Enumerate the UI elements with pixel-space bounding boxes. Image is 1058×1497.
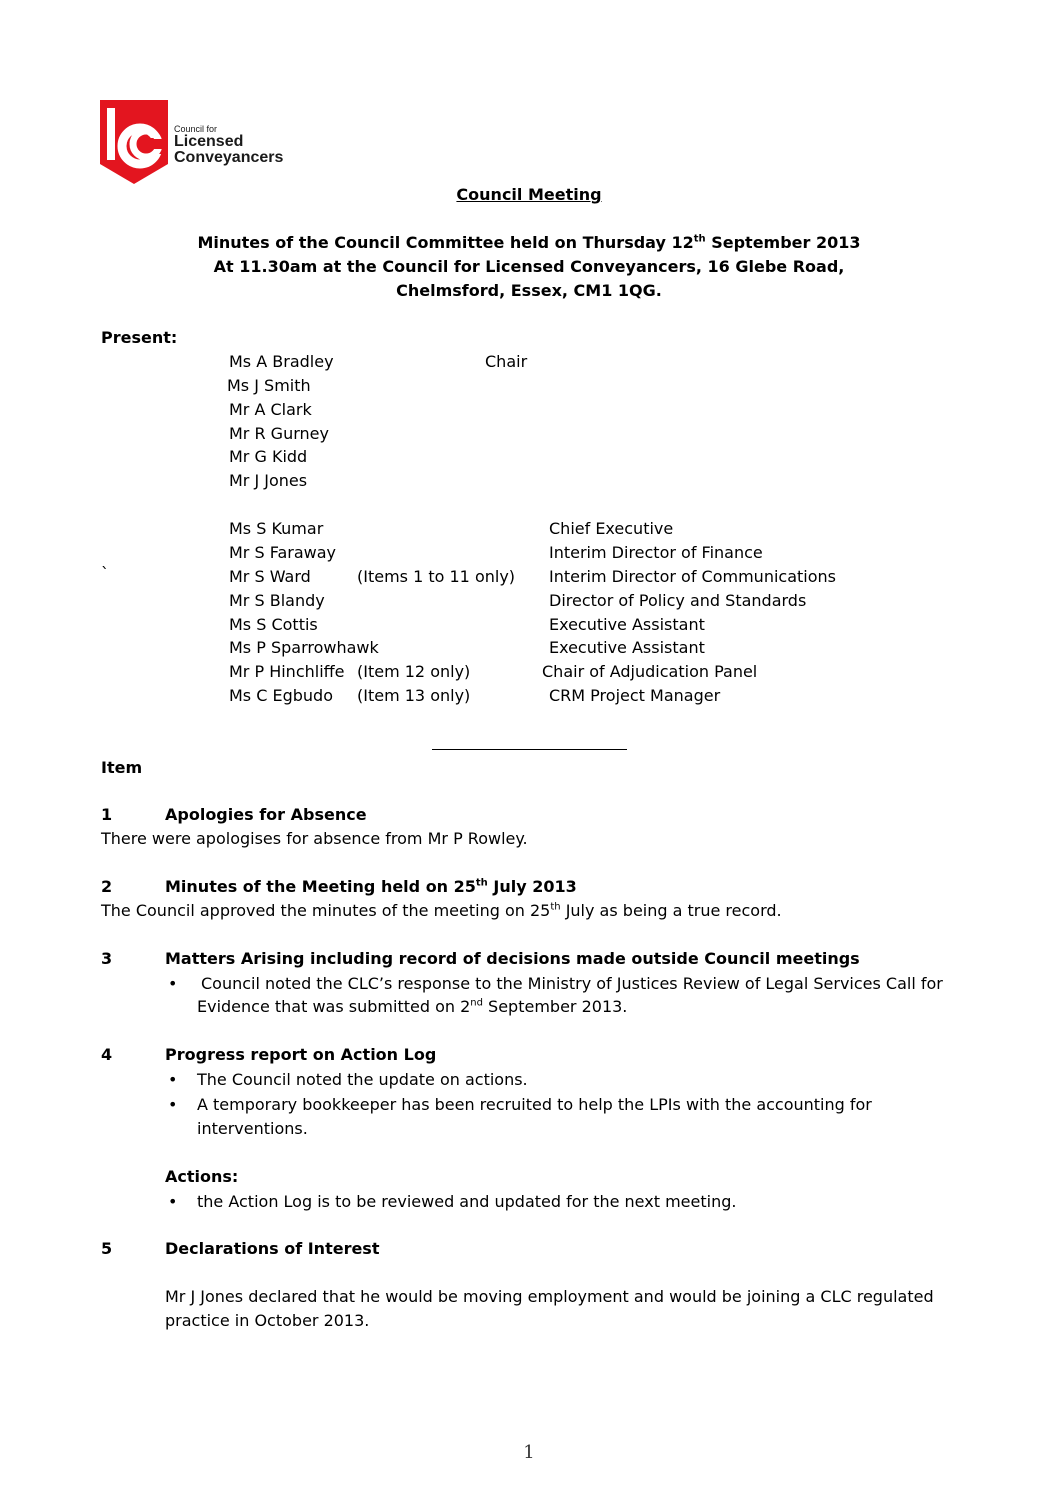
attendee-role: Chair bbox=[485, 352, 528, 371]
present-label: Present: bbox=[101, 328, 178, 347]
staff-name: Ms S Cottis bbox=[229, 615, 318, 634]
staff-role: Director of Policy and Standards bbox=[549, 591, 807, 610]
item-text-main: The Council approved the minutes of the meeting on 25 bbox=[101, 901, 551, 920]
subtitle-line-2: At 11.30am at the Council for Licensed Conveyancers, 16 Glebe Road, bbox=[213, 257, 845, 276]
subtitle-date-text: Minutes of the Council Committee held on Thursday 12 bbox=[197, 233, 694, 252]
bullet-text-sup: nd bbox=[470, 997, 483, 1009]
bullet-text: interventions. bbox=[197, 1119, 308, 1138]
logo-line-small: Council for bbox=[174, 124, 218, 134]
staff-note: (Item 13 only) bbox=[357, 686, 471, 705]
staff-name: Ms C Egbudo bbox=[229, 686, 333, 705]
action-text: the Action Log is to be reviewed and updated for the next meeting. bbox=[197, 1192, 737, 1211]
item-number: 3 bbox=[101, 949, 113, 968]
bullet-text-main: Evidence that was submitted on 2 bbox=[197, 997, 471, 1016]
subtitle-line-1 bbox=[0, 233, 1058, 253]
bullet-text: The Council noted the update on actions. bbox=[197, 1070, 528, 1089]
item-heading: Apologies for Absence bbox=[165, 805, 367, 824]
subtitle-date-month: September 2013 bbox=[705, 233, 861, 252]
clc-logo bbox=[100, 100, 290, 184]
item-text bbox=[101, 901, 782, 921]
item-heading: Matters Arising including record of decisions made outside Council meetings bbox=[165, 949, 860, 968]
logo-line-licensed: Licensed bbox=[174, 133, 244, 150]
staff-note: (Items 1 to 11 only) bbox=[357, 567, 516, 586]
section-divider bbox=[432, 749, 627, 750]
staff-role: Executive Assistant bbox=[549, 615, 705, 634]
logo-line-conveyancers: Conveyancers bbox=[174, 149, 284, 166]
item-text: Mr J Jones declared that he would be moving employment and would be joining a CLC regulated bbox=[165, 1287, 934, 1306]
item-text: There were apologises for absence from Mr P Rowley. bbox=[101, 829, 528, 848]
bullet-icon: • bbox=[168, 974, 178, 993]
item-text-tail: July as being a true record. bbox=[560, 901, 782, 920]
staff-name: Mr S Faraway bbox=[229, 543, 336, 562]
document-title: Council Meeting bbox=[456, 185, 602, 204]
item-number: 1 bbox=[101, 805, 113, 824]
item-number: 2 bbox=[101, 877, 113, 896]
bullet-text: Council noted the CLC’s response to the Ministry of Justices Review of Legal Services Call for bbox=[201, 974, 943, 993]
staff-role: Chief Executive bbox=[549, 519, 674, 538]
stray-mark: ` bbox=[101, 564, 109, 583]
bullet-icon: • bbox=[168, 1192, 178, 1211]
item-number: 4 bbox=[101, 1045, 113, 1064]
staff-role: Interim Director of Communications bbox=[549, 567, 836, 586]
staff-name: Mr S Ward bbox=[229, 567, 311, 586]
item-heading-sup: th bbox=[475, 877, 488, 889]
staff-name: Ms S Kumar bbox=[229, 519, 324, 538]
item-heading-tail: July 2013 bbox=[487, 877, 577, 896]
subtitle-date-sup: th bbox=[693, 233, 706, 245]
bullet-icon: • bbox=[168, 1070, 178, 1089]
item-heading-text: Minutes of the Meeting held on 25 bbox=[165, 877, 476, 896]
attendee-name: Mr G Kidd bbox=[229, 447, 308, 466]
item-heading: Declarations of Interest bbox=[165, 1239, 380, 1258]
bullet-text bbox=[197, 997, 627, 1017]
item-heading bbox=[165, 877, 577, 897]
staff-role: CRM Project Manager bbox=[549, 686, 721, 705]
staff-name: Mr P Hinchliffe bbox=[229, 662, 345, 681]
item-text: practice in October 2013. bbox=[165, 1311, 370, 1330]
staff-role: Interim Director of Finance bbox=[549, 543, 763, 562]
staff-name: Ms P Sparrowhawk bbox=[229, 638, 379, 657]
item-number: 5 bbox=[101, 1239, 113, 1258]
staff-role: Chair of Adjudication Panel bbox=[542, 662, 758, 681]
bullet-icon: • bbox=[168, 1095, 178, 1114]
item-text-sup: th bbox=[550, 901, 561, 913]
staff-role: Executive Assistant bbox=[549, 638, 705, 657]
attendee-name: Ms J Smith bbox=[227, 376, 311, 395]
actions-label: Actions: bbox=[165, 1167, 239, 1186]
bullet-text-tail: September 2013. bbox=[482, 997, 628, 1016]
attendee-name: Mr A Clark bbox=[229, 400, 312, 419]
attendee-name: Ms A Bradley bbox=[229, 352, 334, 371]
item-heading: Progress report on Action Log bbox=[165, 1045, 437, 1064]
staff-name: Mr S Blandy bbox=[229, 591, 325, 610]
clc-logo-mark bbox=[100, 100, 170, 184]
subtitle-line-3: Chelmsford, Essex, CM1 1QG. bbox=[396, 281, 662, 300]
attendee-name: Mr R Gurney bbox=[229, 424, 329, 443]
attendee-name: Mr J Jones bbox=[229, 471, 308, 490]
page-number: 1 bbox=[523, 1442, 535, 1463]
item-column-label: Item bbox=[101, 758, 143, 777]
staff-note: (Item 12 only) bbox=[357, 662, 471, 681]
bullet-text: A temporary bookkeeper has been recruited to help the LPIs with the accounting for bbox=[197, 1095, 872, 1114]
